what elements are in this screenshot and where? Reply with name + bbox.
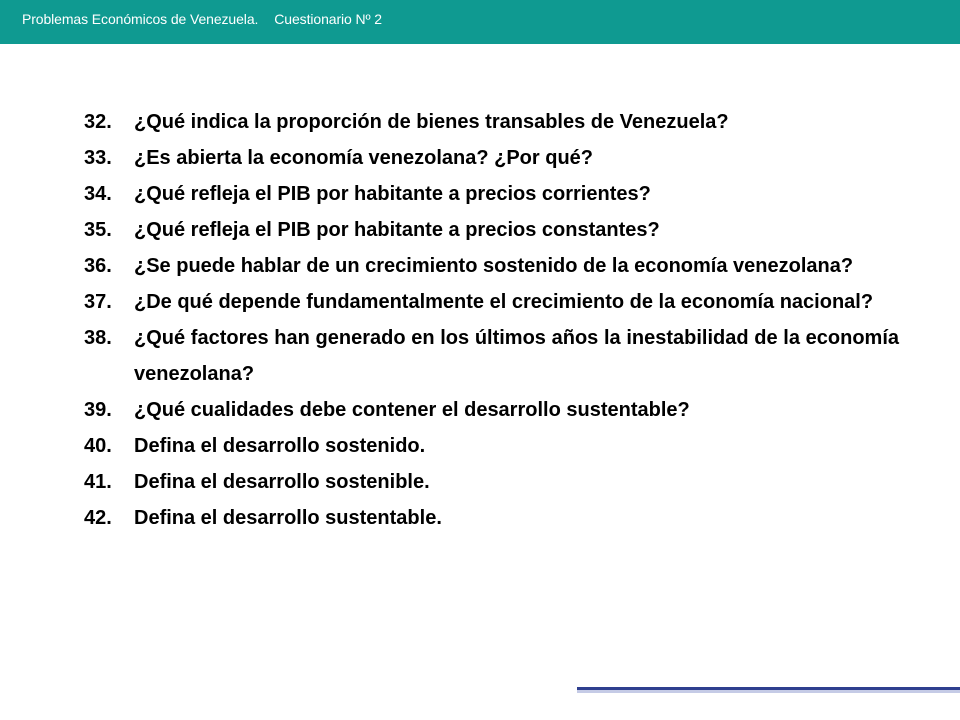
question-text: ¿Es abierta la economía venezolana? ¿Por qué? — [134, 147, 594, 169]
question-number: 40. — [84, 435, 112, 457]
question-text: Defina el desarrollo sostenido. — [134, 435, 426, 457]
question-number: 42. — [84, 507, 112, 529]
question-text: ¿Qué cualidades debe contener el desarrollo sustentable? — [134, 399, 690, 421]
question-number: 41. — [84, 471, 112, 493]
header-title — [22, 11, 382, 27]
question-text: ¿Qué refleja el PIB por habitante a precios corrientes? — [134, 183, 651, 205]
question-number: 36. — [84, 255, 112, 277]
question-item — [84, 500, 899, 536]
question-item — [84, 104, 899, 140]
question-item — [84, 392, 899, 428]
document-title: Problemas Económicos de Venezuela. — [22, 11, 259, 27]
question-number: 34. — [84, 183, 112, 205]
question-item — [84, 176, 899, 212]
question-text: ¿Se puede hablar de un crecimiento sostenido de la economía venezolana? — [134, 255, 854, 277]
question-text: Defina el desarrollo sustentable. — [134, 507, 442, 529]
header-bar — [0, 0, 960, 44]
question-number: 35. — [84, 219, 112, 241]
question-item — [84, 320, 899, 392]
question-number: 38. — [84, 327, 112, 349]
question-number: 33. — [84, 147, 112, 169]
questionnaire-label: Cuestionario Nº 2 — [274, 11, 382, 27]
footer-rule — [577, 687, 960, 693]
question-text: ¿De qué depende fundamentalmente el crecimiento de la economía nacional? — [134, 291, 874, 313]
question-item — [84, 140, 899, 176]
question-number: 37. — [84, 291, 112, 313]
question-item — [84, 464, 899, 500]
question-item — [84, 284, 899, 320]
question-item — [84, 428, 899, 464]
question-text: ¿Qué refleja el PIB por habitante a precios constantes? — [134, 219, 660, 241]
question-number: 39. — [84, 399, 112, 421]
question-item — [84, 248, 899, 284]
footer-rule-light-line — [577, 690, 960, 693]
question-number: 32. — [84, 111, 112, 133]
question-item — [84, 212, 899, 248]
question-text: Defina el desarrollo sostenible. — [134, 471, 430, 493]
question-list — [84, 104, 899, 536]
question-text: ¿Qué indica la proporción de bienes transables de Venezuela? — [134, 111, 729, 133]
question-text: ¿Qué factores han generado en los últimos años la inestabilidad de la economía venezolana? — [134, 327, 899, 385]
